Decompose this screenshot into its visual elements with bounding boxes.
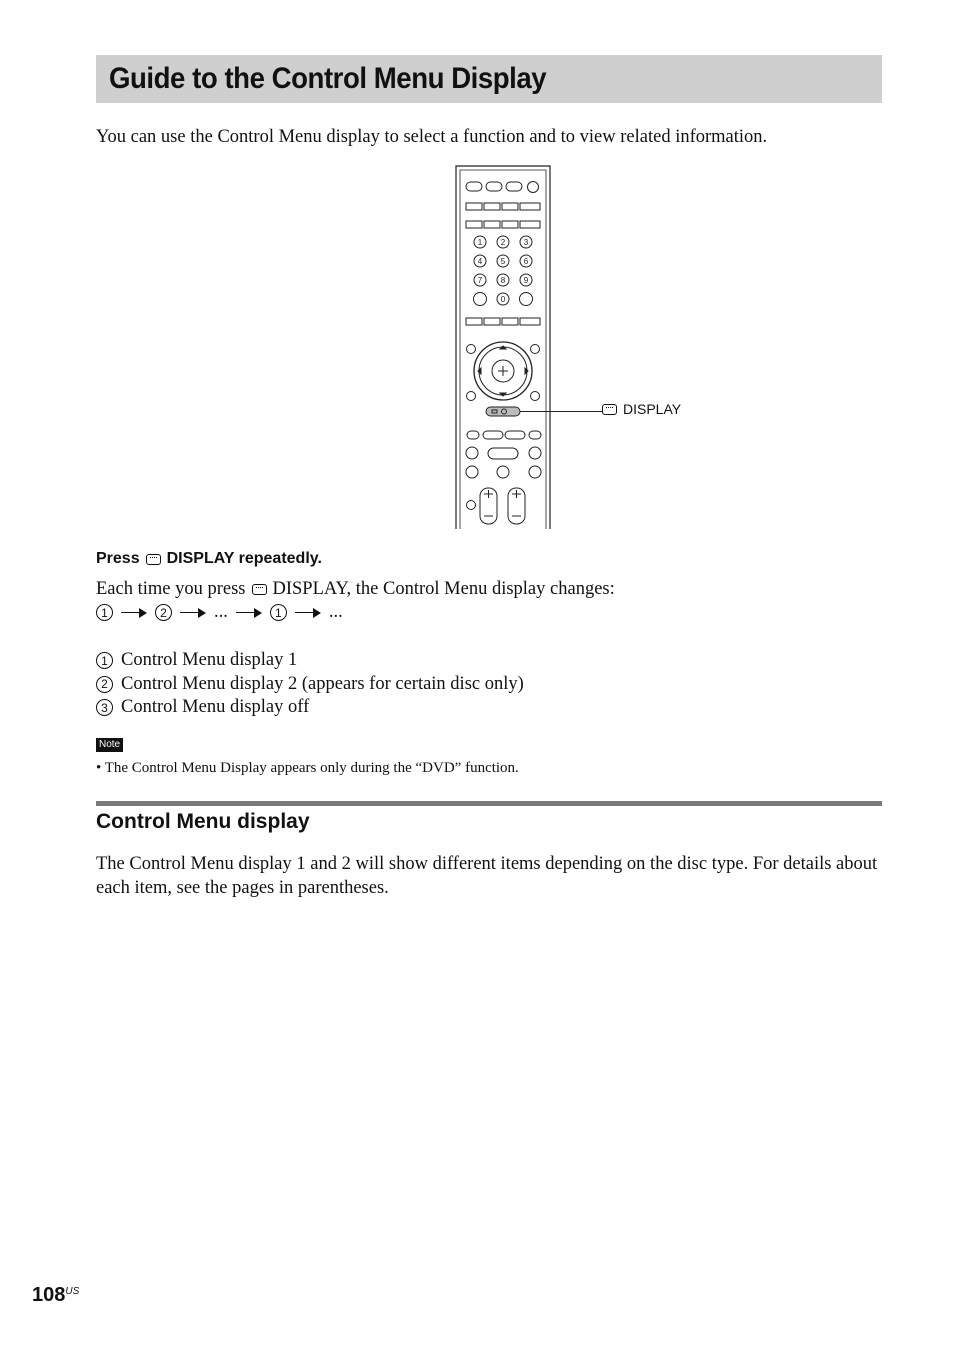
note-badge: Note [96, 738, 123, 752]
display-mode-list [96, 649, 524, 720]
key-0: 0 [500, 295, 506, 304]
key-5: 5 [500, 257, 506, 266]
intro-text: You can use the Control Menu display to select a function and to view related information. [96, 127, 768, 147]
note-text: • The Control Menu Display appears only during the “DVD” function. [96, 760, 519, 776]
list-text: Control Menu display 2 (appears for certain disc only) [121, 673, 524, 694]
display-icon [252, 584, 267, 595]
each-suffix: DISPLAY, the Control Menu display changes: [272, 579, 615, 599]
section-divider [96, 801, 882, 806]
section-body [96, 852, 882, 900]
sequence-ellipsis: ... [214, 602, 228, 622]
key-6: 6 [523, 257, 529, 266]
title-bar [96, 55, 882, 103]
list-number: 1 [96, 652, 113, 669]
list-item [96, 673, 524, 697]
page-number-value: 108 [32, 1284, 66, 1306]
sequence-step: 2 [155, 604, 172, 621]
key-1: 1 [477, 238, 483, 247]
arrow-right-icon [180, 608, 206, 618]
sequence-step: 1 [270, 604, 287, 621]
key-3: 3 [523, 238, 529, 247]
list-text: Control Menu display 1 [121, 650, 298, 671]
key-9: 9 [523, 276, 529, 285]
key-4: 4 [477, 257, 483, 266]
display-icon [146, 554, 161, 565]
press-suffix: DISPLAY repeatedly. [166, 550, 322, 567]
key-8: 8 [500, 276, 506, 285]
section-paragraph: The Control Menu display 1 and 2 will show different items depending on the disc type. For details about each item, see the pages in parentheses. [96, 854, 878, 898]
remote-control-illustration [450, 163, 695, 531]
key-7: 7 [477, 276, 483, 285]
display-callout-label: DISPLAY [623, 401, 682, 417]
display-callout [602, 401, 681, 417]
page-number [32, 1284, 79, 1307]
arrow-right-icon [295, 608, 321, 618]
display-sequence [96, 602, 343, 623]
sequence-step: 1 [96, 604, 113, 621]
list-item [96, 649, 524, 673]
arrow-right-icon [121, 608, 147, 618]
list-number: 3 [96, 699, 113, 716]
section-heading: Control Menu display [96, 810, 310, 833]
each-time-text [96, 577, 615, 601]
sequence-ellipsis: ... [328, 602, 343, 622]
press-instruction [96, 550, 322, 568]
press-prefix: Press [96, 550, 140, 567]
display-icon [602, 404, 617, 415]
key-2: 2 [500, 238, 506, 247]
page-number-suffix: US [65, 1286, 80, 1297]
list-text: Control Menu display off [121, 697, 310, 718]
arrow-right-icon [236, 608, 262, 618]
each-prefix: Each time you press [96, 579, 246, 599]
list-number: 2 [96, 676, 113, 693]
page-title: Guide to the Control Menu Display [109, 62, 547, 95]
list-item [96, 696, 524, 720]
